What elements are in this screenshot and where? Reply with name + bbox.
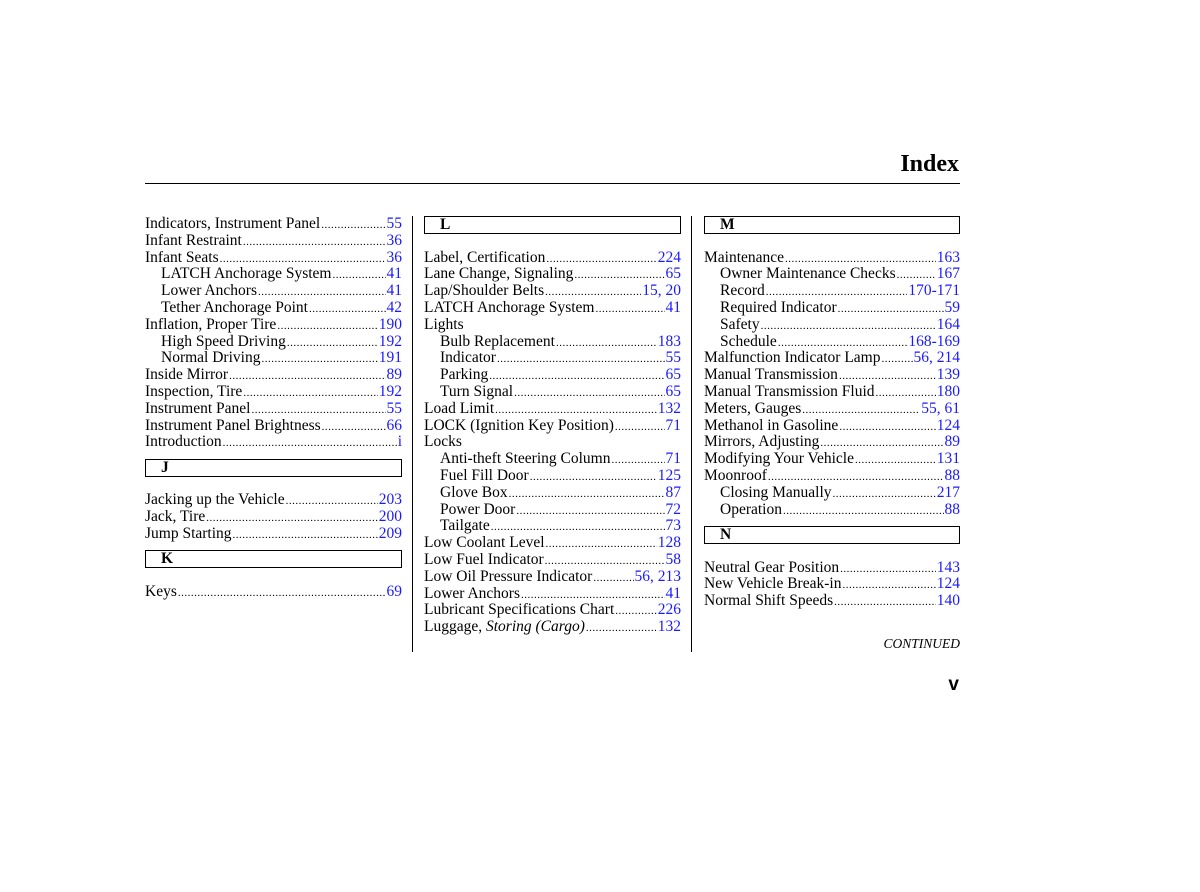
dot-leader	[223, 435, 397, 452]
entry-term-text: Maintenance	[704, 248, 785, 266]
page-reference-link[interactable]: 124	[936, 416, 960, 434]
entry-term-text: Schedule	[720, 332, 777, 350]
dot-leader	[840, 561, 936, 578]
entry-term	[440, 384, 513, 401]
page-reference-link[interactable]: 36	[386, 248, 402, 266]
index-entry	[424, 586, 681, 603]
index-entry	[145, 233, 402, 250]
entry-term-text: Required Indicator	[720, 298, 837, 316]
dot-leader	[838, 301, 944, 318]
section-spacer	[424, 234, 681, 250]
index-entry	[704, 384, 960, 401]
index-entry	[704, 451, 960, 468]
dot-leader	[243, 234, 386, 251]
entry-term-text: Inside Mirror	[145, 366, 229, 384]
page-reference-link[interactable]: 131	[936, 450, 960, 468]
index-subentry	[704, 317, 960, 334]
index-subentry	[704, 502, 960, 519]
page-reference-link[interactable]: 183	[657, 332, 681, 350]
entry-term	[424, 602, 614, 619]
section-letter-k: K	[145, 550, 402, 568]
dot-leader	[842, 577, 935, 594]
entry-term	[424, 250, 545, 267]
index-subentry	[704, 485, 960, 502]
dot-leader	[839, 419, 935, 436]
page-reference-link[interactable]: 203	[378, 491, 402, 509]
index-subentry	[424, 468, 681, 485]
entry-term-text: Luggage,	[424, 618, 486, 636]
dot-leader	[514, 385, 664, 402]
index-entry	[704, 434, 960, 451]
page-reference-link[interactable]: 56, 214	[913, 349, 960, 367]
index-entry	[424, 552, 681, 569]
entry-term-text: Methanol in Gasoline	[704, 416, 839, 434]
entry-term	[145, 584, 177, 601]
entry-term	[704, 401, 801, 418]
entry-term	[720, 266, 896, 283]
page-reference-link[interactable]: 167	[936, 265, 960, 283]
section-spacer	[704, 518, 960, 526]
index-entry	[145, 367, 402, 384]
index-entry	[424, 266, 681, 283]
dot-leader	[855, 452, 936, 469]
dot-leader	[881, 351, 912, 368]
index-entry	[424, 619, 681, 636]
index-subentry	[145, 266, 402, 283]
dot-leader	[530, 469, 657, 486]
page-reference-link[interactable]: 55	[386, 399, 402, 417]
section-spacer	[145, 543, 402, 551]
index-subentry	[424, 485, 681, 502]
section-letter-n: N	[704, 526, 960, 544]
dot-leader	[321, 217, 385, 234]
entry-term	[704, 384, 875, 401]
page-reference-link[interactable]: 128	[657, 534, 681, 552]
entry-term-text: Neutral Gear Position	[704, 558, 840, 576]
entry-term-text: Tether Anchorage Point	[161, 298, 308, 316]
column-divider	[412, 216, 413, 652]
entry-term	[440, 451, 610, 468]
page-reference-link[interactable]: i	[397, 433, 402, 451]
dot-leader	[834, 594, 936, 611]
entry-term	[704, 350, 880, 367]
entry-term-text: Inspection, Tire	[145, 382, 243, 400]
entry-term-text: Glove Box	[440, 483, 508, 501]
page-reference-link[interactable]: 36	[386, 231, 402, 249]
dot-leader	[516, 503, 664, 520]
entry-term-text: Normal Driving	[161, 349, 261, 367]
entry-term-text: Closing Manually	[720, 483, 832, 501]
entry-term	[424, 434, 462, 451]
entry-term	[720, 317, 760, 334]
page-reference-link[interactable]: 89	[386, 366, 402, 384]
entry-term-text: Power Door	[440, 500, 516, 518]
page-reference-link[interactable]: 42	[386, 298, 402, 316]
index-entry	[424, 250, 681, 267]
page-reference-link[interactable]: 55	[665, 349, 681, 367]
dot-leader	[332, 267, 385, 284]
entry-term-text: Label, Certification	[424, 248, 546, 266]
page-reference-link[interactable]: 88	[944, 466, 960, 484]
entry-term	[424, 418, 614, 435]
entry-term-text: Manual Transmission Fluid	[704, 382, 875, 400]
dot-leader	[287, 335, 378, 352]
entry-term-text: Locks	[424, 433, 462, 451]
entry-term	[440, 485, 508, 502]
entry-term	[145, 317, 276, 334]
page-reference-link[interactable]: 41	[665, 584, 681, 602]
entry-term	[440, 367, 488, 384]
page-reference-link[interactable]: 56, 213	[634, 567, 681, 585]
index-entry	[424, 401, 681, 418]
page-reference-link[interactable]: 55	[386, 215, 402, 232]
page-reference-link[interactable]: 69	[386, 582, 402, 600]
page-reference-link[interactable]: 190	[378, 315, 402, 333]
entry-term	[720, 300, 837, 317]
entry-term	[161, 334, 286, 351]
entry-term-text: Introduction	[145, 433, 222, 451]
entry-term-text: Instrument Panel	[145, 399, 251, 417]
entry-term	[704, 576, 841, 593]
entry-term	[440, 518, 490, 535]
page-reference-link[interactable]: 65	[665, 366, 681, 384]
entry-term-text: Safety	[720, 315, 760, 333]
entry-term-text: Indicator	[440, 349, 496, 367]
dot-leader	[586, 620, 657, 637]
entry-term	[440, 468, 529, 485]
page-number: v	[948, 674, 959, 695]
dot-leader	[178, 585, 386, 602]
entry-term	[704, 367, 838, 384]
dot-leader	[546, 536, 657, 553]
page-reference-link[interactable]: 170-171	[908, 282, 960, 300]
page-reference-link[interactable]: 226	[657, 601, 681, 619]
page-reference-link[interactable]: 66	[386, 416, 402, 434]
entry-term	[424, 283, 544, 300]
index-entry	[424, 317, 681, 334]
entry-term	[145, 434, 222, 451]
dot-leader	[286, 493, 378, 510]
entry-term-text: LATCH Anchorage System	[161, 265, 332, 283]
page-reference-link[interactable]: 71	[665, 416, 681, 434]
entry-term-text: LATCH Anchorage System	[424, 298, 595, 316]
entry-term	[424, 586, 520, 603]
page-reference-link[interactable]: 192	[378, 382, 402, 400]
index-subentry	[145, 334, 402, 351]
entry-term	[145, 367, 228, 384]
entry-term-text: Modifying Your Vehicle	[704, 450, 854, 468]
dot-leader	[261, 351, 377, 368]
entry-term	[145, 384, 242, 401]
entry-term-text: LOCK (Ignition Key Position)	[424, 416, 614, 434]
index-entry	[145, 434, 402, 451]
entry-term-text: Jump Starting	[145, 524, 232, 542]
page-reference-link[interactable]: 59	[944, 298, 960, 316]
entry-term	[145, 233, 242, 250]
entry-term-text: Lane Change, Signaling	[424, 265, 574, 283]
dot-leader	[833, 486, 936, 503]
index-entry	[704, 350, 960, 367]
page-reference-link[interactable]: 58	[665, 550, 681, 568]
index-entry	[145, 250, 402, 267]
entry-term	[145, 492, 285, 509]
page-title: Index	[900, 151, 959, 177]
dot-leader	[509, 486, 665, 503]
entry-term-text: Record	[720, 282, 765, 300]
entry-term	[424, 317, 464, 334]
page-reference-link[interactable]: 72	[665, 500, 681, 518]
section-spacer	[145, 568, 402, 584]
dot-leader	[243, 385, 377, 402]
entry-term-text: Jack, Tire	[145, 508, 206, 526]
page-reference-link[interactable]: 125	[657, 466, 681, 484]
page-reference-link[interactable]: 89	[944, 433, 960, 451]
entry-term-text: Infant Restraint	[145, 231, 242, 249]
index-entry	[145, 509, 402, 526]
dot-leader	[615, 419, 665, 436]
page-reference-link[interactable]: 65	[665, 382, 681, 400]
entry-term	[161, 300, 308, 317]
dot-leader	[615, 603, 657, 620]
entry-term-text: High Speed Driving	[161, 332, 286, 350]
page-reference-link[interactable]: 192	[378, 332, 402, 350]
entry-term-text: Bulb Replacement	[440, 332, 555, 350]
index-entry	[424, 434, 681, 451]
index-entry	[704, 560, 960, 577]
index-entry	[704, 250, 960, 267]
column-divider	[691, 216, 692, 652]
entry-term	[440, 502, 515, 519]
continued-note: CONTINUED	[883, 636, 960, 651]
entry-term	[161, 283, 257, 300]
entry-term	[145, 250, 219, 267]
entry-term	[720, 502, 782, 519]
section-letter-j: J	[145, 459, 402, 477]
section-letter-l: L	[424, 216, 681, 234]
title-divider	[145, 183, 960, 184]
index-entry	[704, 401, 960, 418]
section-letter-m: M	[704, 216, 960, 234]
page-reference-link[interactable]: 41	[386, 265, 402, 283]
page-reference-link[interactable]: 164	[936, 315, 960, 333]
page-reference-link[interactable]: 168-169	[908, 332, 960, 350]
entry-term	[720, 334, 777, 351]
entry-term	[161, 350, 260, 367]
entry-term-text: Turn Signal	[440, 382, 514, 400]
entry-term	[424, 552, 544, 569]
index-subentry	[424, 334, 681, 351]
entry-term-text: Meters, Gauges	[704, 399, 802, 417]
entry-term-text: Keys	[145, 582, 177, 600]
index-subentry	[704, 266, 960, 283]
index-entry	[704, 593, 960, 610]
entry-term-text: Instrument Panel Brightness	[145, 416, 321, 434]
page-reference-link[interactable]: 200	[378, 508, 402, 526]
entry-term	[424, 535, 545, 552]
entry-term	[145, 216, 320, 233]
page-reference-link[interactable]: 191	[378, 349, 402, 367]
entry-term-text: Lights	[424, 315, 464, 333]
entry-term-italic: Storing (Cargo)	[485, 618, 585, 636]
page-reference-link[interactable]: 139	[936, 366, 960, 384]
dot-leader	[229, 368, 385, 385]
page-reference-link[interactable]: 143	[936, 558, 960, 576]
entry-term	[424, 619, 585, 636]
section-spacer	[704, 544, 960, 560]
entry-term	[424, 401, 494, 418]
page-reference-link[interactable]: 88	[944, 500, 960, 518]
index-entry	[145, 401, 402, 418]
index-entry	[145, 584, 402, 601]
dot-leader	[556, 335, 657, 352]
entry-term	[145, 509, 205, 526]
index-entry	[424, 418, 681, 435]
section-spacer	[145, 477, 402, 493]
index-entry	[424, 535, 681, 552]
entry-term	[720, 283, 765, 300]
page-reference-link[interactable]: 124	[936, 575, 960, 593]
page-reference-link[interactable]: 163	[936, 248, 960, 266]
entry-term	[161, 266, 331, 283]
index-entry	[704, 576, 960, 593]
entry-term-text: Fuel Fill Door	[440, 466, 529, 484]
index-column-1	[145, 216, 402, 601]
index-subentry	[424, 502, 681, 519]
page-reference-link[interactable]: 180	[936, 382, 960, 400]
entry-term	[145, 418, 321, 435]
section-spacer	[145, 451, 402, 459]
index-subentry	[145, 300, 402, 317]
page-reference-link[interactable]: 132	[657, 618, 681, 636]
entry-term-text: Anti-theft Steering Column	[440, 450, 611, 468]
page-reference-link[interactable]: 71	[665, 450, 681, 468]
index-subentry	[424, 350, 681, 367]
index-subentry	[704, 300, 960, 317]
entry-term-text: Owner Maintenance Checks	[720, 265, 896, 283]
index-entry	[424, 602, 681, 619]
entry-term-text: Lubricant Specifications Chart	[424, 601, 615, 619]
entry-term-text: Lower Anchors	[161, 282, 257, 300]
entry-term	[145, 526, 232, 543]
page-reference-link[interactable]: 140	[936, 592, 960, 610]
entry-term-text: Inflation, Proper Tire	[145, 315, 277, 333]
index-subentry	[424, 367, 681, 384]
entry-term	[424, 266, 573, 283]
entry-term	[704, 434, 819, 451]
entry-term	[424, 569, 592, 586]
page-reference-link[interactable]: 73	[665, 517, 681, 535]
page-reference-link[interactable]: 217	[936, 483, 960, 501]
entry-term-text: Low Coolant Level	[424, 534, 545, 552]
entry-term-text: Load Limit	[424, 399, 495, 417]
page-reference-link[interactable]: 41	[386, 282, 402, 300]
index-entry	[424, 300, 681, 317]
dot-leader	[322, 419, 386, 436]
entry-term-text: Moonroof	[704, 466, 767, 484]
page-reference-link[interactable]: 224	[657, 248, 681, 266]
entry-term-text: Infant Seats	[145, 248, 219, 266]
entry-term-text: Low Oil Pressure Indicator	[424, 567, 593, 585]
index-subentry	[145, 350, 402, 367]
entry-term	[704, 250, 784, 267]
entry-term-text: New Vehicle Break-in	[704, 575, 842, 593]
index-subentry	[424, 451, 681, 468]
entry-term	[704, 560, 839, 577]
index-entry	[704, 468, 960, 485]
index-entry	[145, 492, 402, 509]
index-subentry	[145, 283, 402, 300]
page-reference-link[interactable]: 87	[665, 483, 681, 501]
entry-term-text: Lower Anchors	[424, 584, 520, 602]
entry-term-text: Jacking up the Vehicle	[145, 491, 285, 509]
entry-term	[704, 593, 833, 610]
index-entry	[704, 418, 960, 435]
page-reference-link[interactable]: 65	[665, 265, 681, 283]
entry-term-text: Parking	[440, 366, 489, 384]
entry-term-text: Normal Shift Speeds	[704, 592, 834, 610]
page-reference-link[interactable]: 41	[665, 298, 681, 316]
entry-term-text: Manual Transmission	[704, 366, 838, 384]
dot-leader	[783, 503, 944, 520]
entry-term	[440, 350, 496, 367]
index-subentry	[424, 518, 681, 535]
entry-term-text: Operation	[720, 500, 782, 518]
entry-term	[720, 485, 832, 502]
index-entry	[145, 526, 402, 543]
dot-leader	[309, 301, 386, 318]
dot-leader	[206, 510, 377, 527]
dot-leader	[611, 452, 664, 469]
index-subentry	[424, 384, 681, 401]
dot-leader	[497, 351, 665, 368]
entry-term-text: Lap/Shoulder Belts	[424, 282, 545, 300]
page-reference-link[interactable]: 132	[657, 399, 681, 417]
entry-term-text: Malfunction Indicator Lamp	[704, 349, 881, 367]
dot-leader	[277, 318, 377, 335]
index-entry	[424, 283, 681, 300]
index-entry	[424, 569, 681, 586]
dot-leader	[233, 527, 378, 544]
index-entry	[145, 317, 402, 334]
dot-leader	[593, 570, 633, 587]
dot-leader	[595, 301, 664, 318]
page-reference-link[interactable]: 209	[378, 524, 402, 542]
index-subentry	[704, 334, 960, 351]
index-entry	[145, 216, 402, 233]
index-entry	[704, 367, 960, 384]
entry-term-text: Tailgate	[440, 517, 490, 535]
index-column-2	[424, 216, 681, 636]
entry-term-text: Low Fuel Indicator	[424, 550, 544, 568]
page-reference-link[interactable]: 15, 20	[642, 282, 681, 300]
index-entry	[145, 418, 402, 435]
index-entry	[145, 384, 402, 401]
index-column-3	[704, 216, 960, 610]
section-spacer	[704, 234, 960, 250]
entry-term-text: Indicators, Instrument Panel	[145, 215, 321, 232]
index-subentry	[704, 283, 960, 300]
dot-leader	[489, 368, 664, 385]
entry-term	[704, 468, 767, 485]
entry-term	[704, 451, 854, 468]
entry-term	[440, 334, 555, 351]
page-reference-link[interactable]: 55, 61	[921, 399, 960, 417]
entry-term	[704, 418, 838, 435]
entry-term-text: Mirrors, Adjusting	[704, 433, 820, 451]
entry-term	[424, 300, 594, 317]
entry-term	[145, 401, 250, 418]
